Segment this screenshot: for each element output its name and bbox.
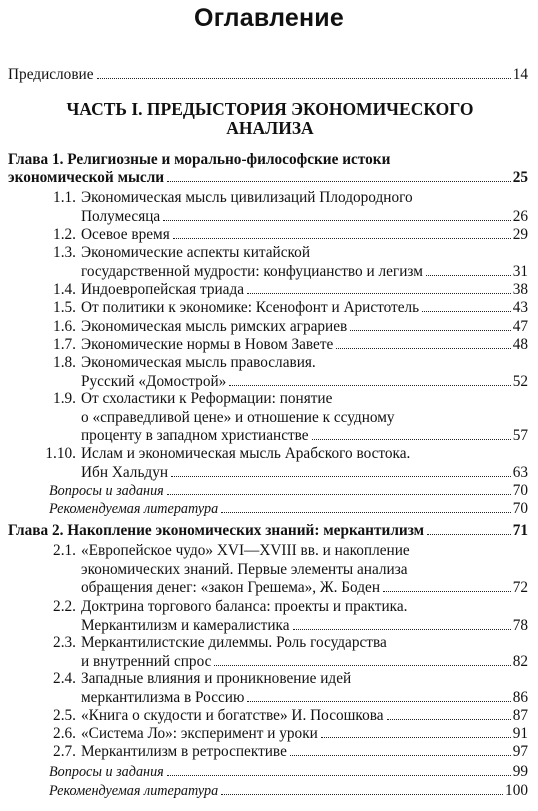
dot-leader: [229, 384, 510, 386]
entry-page: 63: [512, 463, 528, 481]
dot-leader: [383, 590, 511, 592]
dot-leader: [387, 718, 511, 720]
entry-page: 47: [512, 318, 528, 335]
entry-page: 70: [512, 482, 528, 499]
section-title-line: «Европейское чудо» XVI—XVIII вв. и накопление: [81, 542, 410, 559]
part-heading-line1: ЧАСТЬ I. ПРЕДЫСТОРИЯ ЭКОНОМИЧЕСКОГО: [66, 99, 474, 119]
toc-entry-questions[interactable]: [49, 763, 528, 782]
chapter-title-line: Глава 2. Накопление экономических знаний: меркантилизм: [8, 522, 425, 539]
entry-page: 29: [512, 226, 528, 243]
entry-page: 71: [512, 522, 528, 539]
dot-leader: [167, 774, 511, 776]
entry-page: 87: [512, 707, 528, 724]
dot-leader: [247, 292, 511, 294]
entry-page: 99: [512, 763, 528, 780]
section-title-line: Меркантилизм и камералистика: [81, 616, 290, 634]
dot-leader: [221, 511, 510, 513]
toc-entry-section[interactable]: [81, 318, 528, 337]
section-title-line: обращения денег: «закон Грешема», Ж. Боден: [81, 579, 381, 597]
section-title-line: Полумесяца: [81, 207, 161, 225]
section-title-line: Ибн Хальдун: [81, 463, 169, 481]
entry-page: 52: [512, 372, 528, 390]
section-title-line: От схоластики к Реформации: понятие: [81, 390, 333, 407]
toc-entry-section[interactable]: [81, 244, 528, 281]
toc-entry-section[interactable]: [81, 336, 528, 355]
toc-entry-section[interactable]: [81, 354, 528, 391]
entry-page: 38: [512, 281, 528, 298]
toc-entry-section[interactable]: [81, 281, 528, 300]
toc-entry-chapter-2[interactable]: [8, 522, 528, 541]
toc-entry-section[interactable]: [81, 707, 528, 726]
entry-page: 78: [512, 616, 528, 634]
entry-label: Предисловие: [8, 66, 94, 83]
entry-label: Рекомендуемая литература: [49, 501, 219, 517]
entry-page: 26: [512, 207, 528, 225]
entry-label: Рекомендуемая литература: [49, 783, 219, 799]
dot-leader: [221, 793, 503, 795]
dot-leader: [422, 310, 511, 312]
section-title-line: Экономические нормы в Новом Завете: [81, 336, 334, 353]
section-number: 2.6.: [53, 725, 76, 742]
entry-page: 82: [512, 652, 528, 670]
toc-entry-literature[interactable]: [49, 500, 528, 519]
section-title-line: «Книга о скудости и богатстве» И. Посошкова: [81, 707, 384, 724]
toc-entry-section[interactable]: [81, 299, 528, 318]
page-title: Оглавление: [194, 4, 344, 32]
section-number: 1.8.: [53, 354, 76, 371]
section-title-line: Меркантилизм в ретроспективе: [81, 743, 287, 760]
entry-label: Вопросы и задания: [49, 764, 164, 780]
section-title-line: Доктрина торгового баланса: проекты и практика.: [81, 598, 408, 615]
dot-leader: [167, 180, 511, 182]
section-title-line: проценту в западном христианстве: [81, 427, 309, 445]
section-number: 1.10.: [45, 445, 76, 462]
section-title-line: Экономическая мысль цивилизаций Плодородного: [81, 189, 413, 206]
dot-leader: [171, 475, 511, 477]
toc-entry-section[interactable]: [81, 445, 528, 482]
section-title-line: Ислам и экономическая мысль Арабского востока.: [81, 445, 411, 462]
section-number: 1.9.: [53, 390, 76, 407]
entry-page: 91: [512, 725, 528, 742]
section-title-line: меркантилизма в Россию: [81, 688, 245, 706]
section-title-line: Индоевропейская триада: [81, 281, 245, 298]
section-number: 1.7.: [53, 336, 76, 353]
section-title-line: Меркантилистские дилеммы. Роль государства: [81, 634, 387, 651]
dot-leader: [350, 329, 510, 331]
toc-entry-preface[interactable]: [8, 66, 528, 85]
section-number: 1.3.: [53, 244, 76, 261]
section-number: 2.2.: [53, 598, 76, 615]
dot-leader: [427, 533, 511, 535]
section-title-line: От политики к экономике: Ксенофонт и Аристотель: [81, 299, 420, 316]
entry-page: 86: [512, 688, 528, 706]
toc-entry-section[interactable]: [81, 634, 528, 671]
section-title-line: Экономическая мысль римских аграриев: [81, 318, 348, 335]
dot-leader: [426, 274, 511, 276]
entry-page: 48: [512, 336, 528, 353]
dot-leader: [312, 438, 511, 440]
dot-leader: [321, 736, 511, 738]
section-title-line: и внутренний спрос: [81, 652, 212, 670]
section-number: 1.2.: [53, 226, 76, 243]
toc-entry-questions[interactable]: [49, 482, 528, 501]
dot-leader: [293, 628, 511, 630]
dot-leader: [163, 219, 510, 221]
entry-page: 25: [512, 169, 528, 186]
section-title-line: Экономические аспекты китайской: [81, 244, 311, 261]
entry-page: 43: [512, 299, 528, 316]
section-number: 2.1.: [53, 542, 76, 559]
section-number: 2.7.: [53, 743, 76, 760]
dot-leader: [336, 347, 510, 349]
dot-leader: [173, 237, 511, 239]
dot-leader: [290, 754, 511, 756]
section-title-line: Западные влияния и проникновение идей: [81, 670, 352, 687]
entry-page: 100: [505, 782, 528, 799]
dot-leader: [214, 664, 510, 666]
toc-entry-section[interactable]: [81, 598, 528, 635]
dot-leader: [247, 700, 510, 702]
chapter-title-line: Глава 1. Религиозные и морально-философские истоки: [8, 151, 391, 168]
entry-page: 72: [512, 579, 528, 597]
section-title-line: Осевое время: [81, 226, 170, 243]
section-number: 2.3.: [53, 634, 76, 651]
entry-page: 31: [512, 262, 528, 280]
entry-label: Вопросы и задания: [49, 483, 164, 499]
toc-entry-section[interactable]: [81, 390, 528, 446]
toc-entry-section[interactable]: [81, 670, 528, 707]
section-title-line: Экономическая мысль православия.: [81, 354, 316, 371]
part-heading: [60, 100, 480, 138]
toc-entry-section[interactable]: [81, 743, 528, 762]
dot-leader: [97, 77, 511, 79]
section-number: 2.5.: [53, 707, 76, 724]
toc-entry-literature[interactable]: [49, 782, 528, 801]
section-title-line: государственной мудрости: конфуцианство и легизм: [81, 262, 423, 280]
section-number: 1.5.: [53, 299, 76, 316]
section-number: 1.1.: [53, 189, 76, 206]
toc-entry-section[interactable]: [81, 725, 528, 744]
section-number: 1.6.: [53, 318, 76, 335]
toc-entry-chapter-1[interactable]: [8, 151, 528, 187]
section-number: 2.4.: [53, 670, 76, 687]
dot-leader: [167, 493, 511, 495]
entry-page: 57: [512, 427, 528, 445]
section-title-line: экономических знаний. Первые элементы анализа: [81, 560, 408, 578]
toc-entry-section[interactable]: [81, 542, 528, 598]
section-title-line: о «справедливой цене» и отношение к ссудному: [81, 408, 395, 426]
toc-entry-section[interactable]: [81, 226, 528, 245]
entry-page: 97: [512, 743, 528, 760]
entry-page: 14: [512, 66, 528, 83]
section-number: 1.4.: [53, 281, 76, 298]
section-title-line: «Система Ло»: эксперимент и уроки: [81, 725, 318, 742]
section-title-line: Русский «Домострой»: [81, 372, 227, 390]
toc-entry-section[interactable]: [81, 189, 528, 226]
entry-page: 70: [512, 500, 528, 517]
part-heading-line2: АНАЛИЗА: [226, 118, 314, 138]
chapter-title-line: экономической мысли: [8, 169, 165, 186]
